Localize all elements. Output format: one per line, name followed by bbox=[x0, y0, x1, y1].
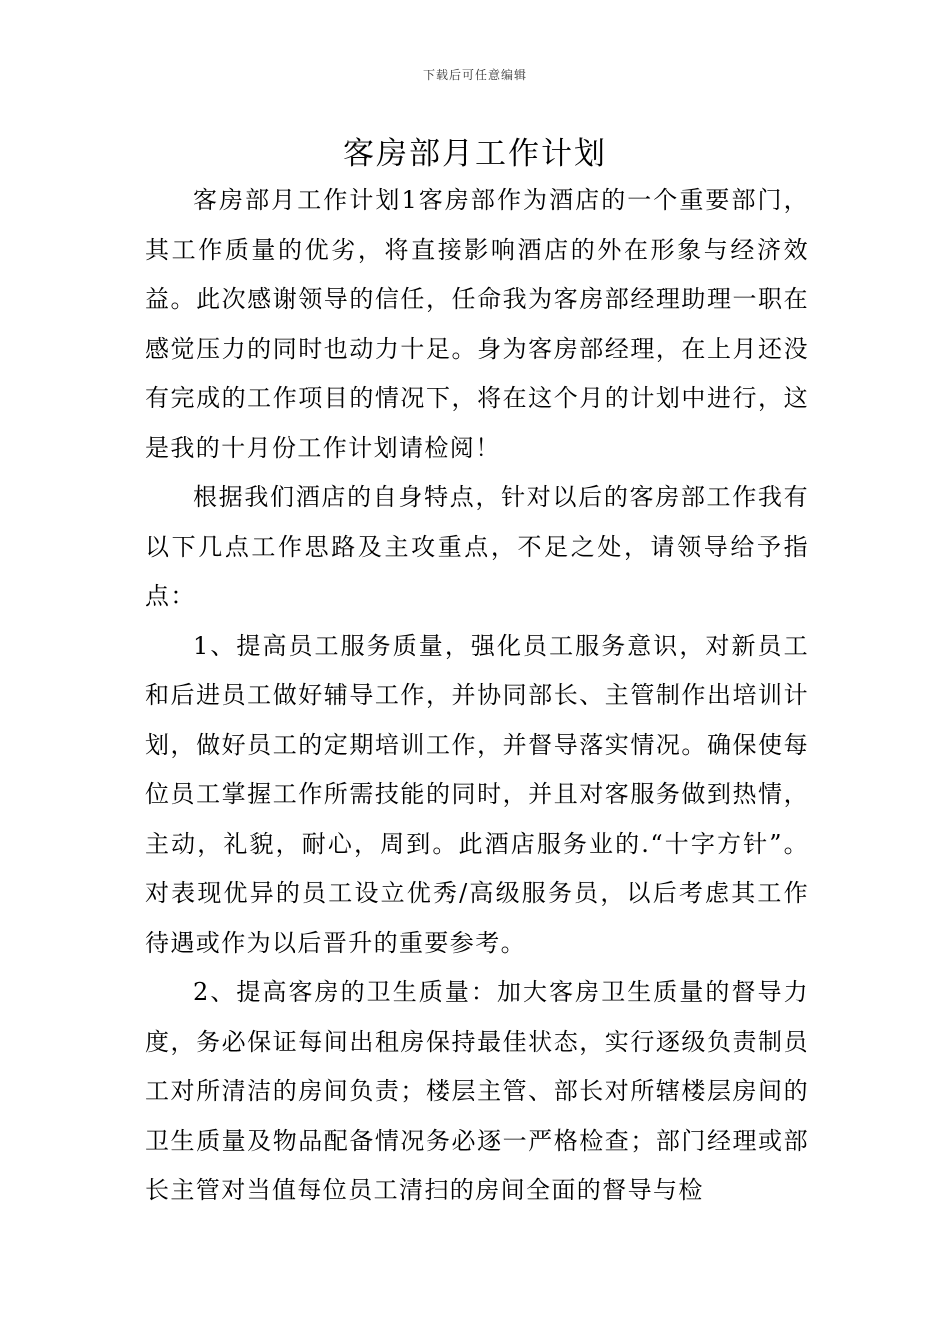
paragraph-item-2: 2、提高客房的卫生质量：加大客房卫生质量的督导力度，务必保证每间出租房保持最佳状态，实行逐级负责制员工对所清洁的房间负责；楼层主管、部长对所辖楼层房间的卫生质量及物品配备情况务必逐一严格检查；部门经理或部长主管对当值每位员工清扫的房间全面的督导与检 bbox=[145, 978, 809, 1204]
document-body bbox=[145, 176, 809, 1216]
header-note: 下载后可任意编辑 bbox=[422, 68, 527, 82]
paragraph-approach: 根据我们酒店的自身特点，针对以后的客房部工作我有以下几点工作思路及主攻重点，不足之处，请领导给予指点： bbox=[145, 483, 809, 610]
paragraph-intro: 客房部月工作计划1客房部作为酒店的一个重要部门，其工作质量的优劣，将直接影响酒店的外在形象与经济效益。此次感谢领导的信任，任命我为客房部经理助理一职在感觉压力的同时也动力十足。身为客房部经理，在上月还没有完成的工作项目的情况下，将在这个月的计划中进行，这是我的十月份工作计划请检阅！ bbox=[145, 186, 809, 462]
paragraph-item-1: 1、提高员工服务质量，强化员工服务意识，对新员工和后进员工做好辅导工作，并协同部长、主管制作出培训计划，做好员工的定期培训工作，并督导落实情况。确保使每位员工掌握工作所需技能的同时，并且对客服务做到热情，主动，礼貌，耐心，周到。此酒店服务业的.“十字方针”。对表现优异的员工设立优秀/高级服务员，以后考虑其工作待遇或作为以后晋升的重要参考。 bbox=[145, 631, 809, 957]
document-title: 客房部月工作计划 bbox=[343, 136, 607, 172]
